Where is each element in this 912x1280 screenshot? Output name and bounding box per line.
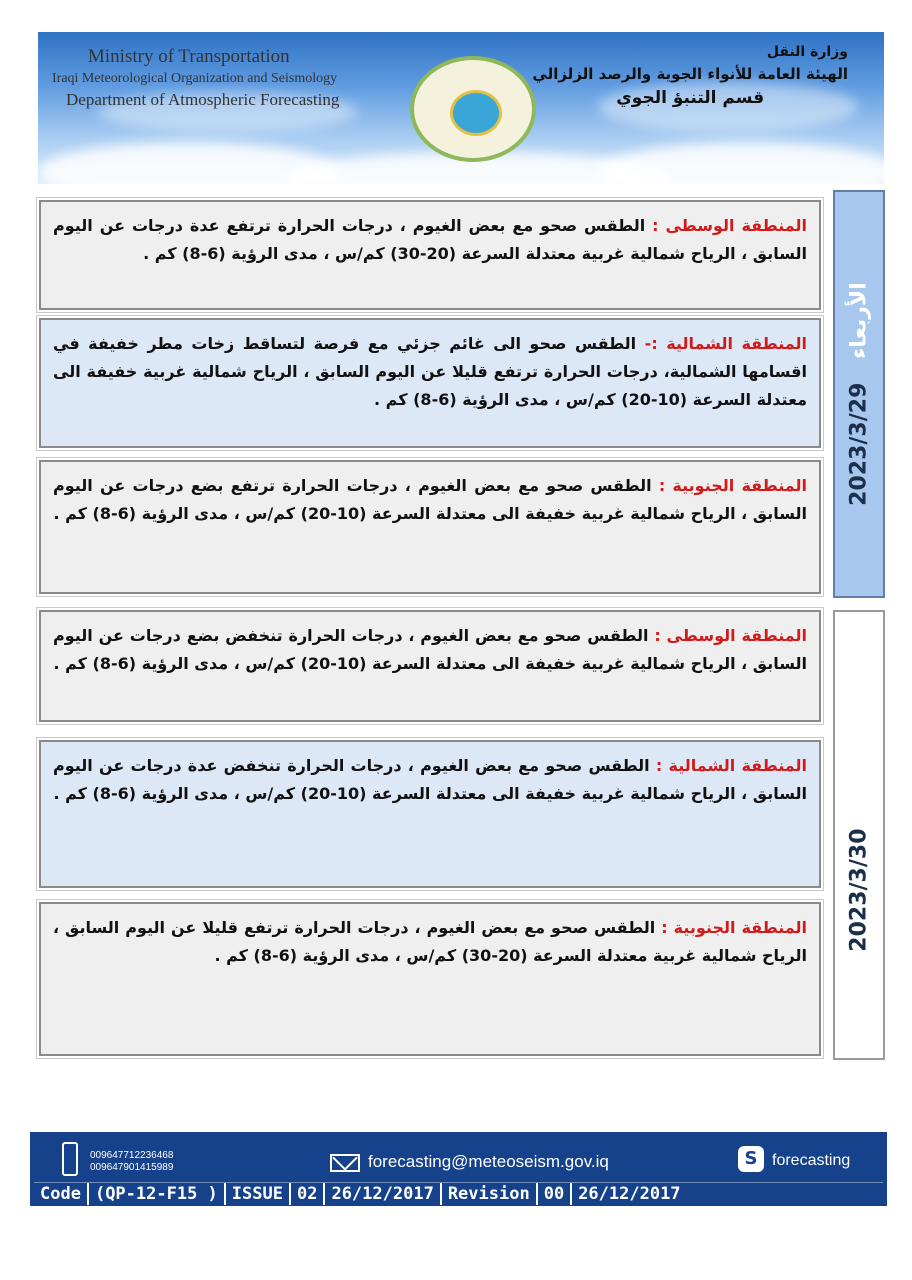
email-address[interactable]: forecasting@meteoseism.gov.iq — [368, 1152, 609, 1171]
english-org-title — [52, 44, 339, 111]
phone-numbers — [90, 1150, 173, 1174]
region-name: المنطقة الشمالية :- — [644, 334, 808, 353]
document-footer — [30, 1132, 887, 1206]
organization-name-ar: الهيئة العامة للأنواء الجوية والرصد الزلزالي — [532, 65, 848, 83]
region-forecast-text: الطقس صحو مع بعض الغيوم ، درجات الحرارة تنخفض بضع درجات عن اليوم السابق ، الرياح شمالية غربية خفيفة الى معتدلة السرعة (10-20) كم/س ، مدى الرؤية (6-8) كم . — [53, 626, 807, 673]
issue-date: 26/12/2017 — [325, 1183, 441, 1205]
letterhead-banner — [38, 32, 884, 184]
revision-label: Revision — [442, 1183, 538, 1205]
date-strip — [833, 610, 885, 1060]
organization-name: Iraqi Meteorological Organization and Seismology — [52, 70, 338, 86]
region-name: المنطقة الوسطى : — [654, 626, 807, 645]
region-forecast-text: الطقس صحو مع بعض الغيوم ، درجات الحرارة تنخفض عدة درجات عن اليوم السابق ، الرياح شمالية غربية خفيفة الى معتدلة السرعة (10-20) كم/س ، مدى الرؤية (6-8) كم . — [53, 756, 807, 803]
day-block-thursday — [33, 610, 885, 1060]
region-north — [39, 740, 821, 888]
forecast-panels — [33, 190, 885, 1060]
date-label — [847, 718, 872, 951]
region-forecast-text: الطقس صحو مع بعض الغيوم ، درجات الحرارة ترتفع بضع درجات عن اليوم السابق ، الرياح شمالية غربية خفيفة الى معتدلة السرعة (10-20) كم/س ، مدى الرؤية (6-8) كم . — [53, 476, 807, 523]
arabic-org-title — [532, 42, 848, 111]
region-name: المنطقة الجنوبية : — [661, 918, 808, 937]
phone-icon — [62, 1142, 78, 1176]
region-north — [39, 318, 821, 448]
issue-label: ISSUE — [226, 1183, 291, 1205]
skype-icon: S — [738, 1146, 764, 1172]
document-control-bar — [34, 1182, 883, 1205]
date-value: 2023/3/29 — [846, 382, 872, 506]
code-value: (QP-12-F15 ) — [89, 1183, 226, 1205]
date-label — [847, 282, 872, 506]
phone-number: 009647901415989 — [90, 1162, 174, 1173]
region-central — [39, 200, 821, 310]
region-south — [39, 902, 821, 1056]
region-central — [39, 610, 821, 722]
region-name: المنطقة الشمالية : — [655, 756, 808, 775]
ministry-name: Ministry of Transportation — [88, 46, 290, 67]
region-forecast-text: الطقس صحو مع بعض الغيوم ، درجات الحرارة ترتفع قليلا عن اليوم السابق ، الرياح شمالية غربية معتدلة السرعة (20-30) كم/س ، مدى الرؤية (6-8) كم . — [53, 918, 807, 965]
phone-number: 009647712236468 — [90, 1150, 174, 1161]
code-label: Code — [34, 1183, 89, 1205]
day-name: الخميس — [846, 718, 872, 805]
revision-number: 00 — [538, 1183, 572, 1205]
region-forecast-text: الطقس صحو الى غائم جزئي مع فرصة لتساقط زخات مطر خفيفة في اقسامها الشمالية، درجات الحرارة ترتفع قليلا عن اليوم السابق ، الرياح شمالية غربية خفيفة الى معتدلة السرعة (10-20) كم/س ، مدى الرؤية (6-8) كم . — [53, 334, 807, 409]
revision-date: 26/12/2017 — [578, 1184, 681, 1204]
department-name: Department of Atmospheric Forecasting — [66, 89, 340, 109]
date-value: 2023/3/30 — [846, 828, 872, 952]
email-icon — [330, 1154, 360, 1172]
organization-logo — [410, 56, 536, 162]
skype-handle: forecasting — [772, 1152, 851, 1169]
region-south — [39, 460, 821, 594]
region-name: المنطقة الوسطى : — [652, 216, 808, 235]
ministry-name-ar: وزارة النقل — [766, 44, 848, 60]
logo-emblem-icon — [450, 90, 502, 136]
day-name: الأربعاء — [846, 282, 872, 359]
day-block-wednesday — [33, 190, 885, 598]
issue-number: 02 — [291, 1183, 325, 1205]
date-strip — [833, 190, 885, 598]
region-name: المنطقة الجنوبية : — [658, 476, 808, 495]
region-forecast-text: الطقس صحو مع بعض الغيوم ، درجات الحرارة ترتفع عدة درجات عن اليوم السابق ، الرياح شمالية غربية معتدلة السرعة (20-30) كم/س ، مدى الرؤية (6-8) كم . — [53, 216, 807, 263]
department-name-ar: قسم التنبؤ الجوي — [616, 87, 765, 108]
